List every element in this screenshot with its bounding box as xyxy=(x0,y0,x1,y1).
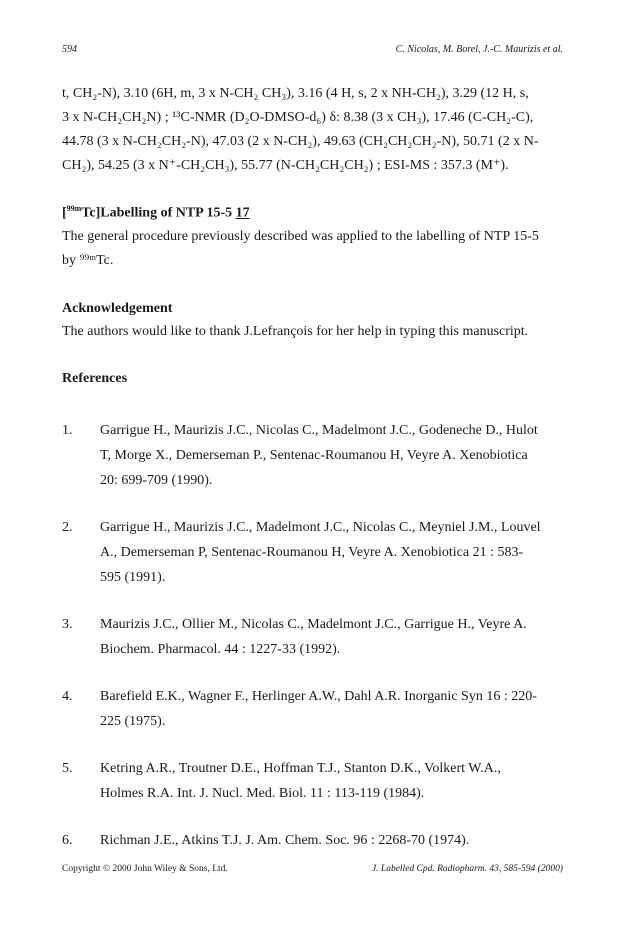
reference-number: 5. xyxy=(62,761,73,776)
reference-line: Richman J.E., Atkins T.J. J. Am. Chem. Soc. 96 : 2268-70 (1974). xyxy=(100,833,470,848)
nmr-data-paragraph xyxy=(62,82,562,178)
reference-item xyxy=(62,418,572,493)
acknowledgement-section xyxy=(62,298,562,344)
reference-line: Garrigue H., Maurizis J.C., Madelmont J.C., Nicolas C., Meyniel J.M., Louvel xyxy=(100,520,541,535)
labelling-section xyxy=(62,198,562,273)
journal-citation: J. Labelled Cpd. Radiopharm. 43, 585-594 (2000) xyxy=(371,864,563,874)
reference-number: 1. xyxy=(62,423,73,438)
reference-item xyxy=(62,515,572,590)
text-line: The general procedure previously described was applied to the labelling of NTP 15-5 xyxy=(62,228,539,244)
heading-labelling-text: Tc]Labelling of NTP 15-5 xyxy=(81,205,233,221)
reference-number: 6. xyxy=(62,833,73,848)
reference-text xyxy=(100,684,572,734)
reference-line: Barefield E.K., Wagner F., Herlinger A.W., Dahl A.R. Inorganic Syn 16 : 220- xyxy=(100,689,537,704)
running-head-authors: C. Nicolas, M. Borel, J.-C. Maurizis et al. xyxy=(395,44,563,55)
heading-compound-ref: 17 xyxy=(235,205,250,221)
reference-line: Holmes R.A. Int. J. Nucl. Med. Biol. 11 : 113-119 (1984). xyxy=(100,786,425,801)
references-heading-block xyxy=(62,368,562,390)
page-footer xyxy=(62,864,563,874)
text-line: t, CH₂-N), 3.10 (6H, m, 3 x N-CH₂ CH₃), 3.16 (4 H, s, 2 x NH-CH₂), 3.29 (12 H, s, xyxy=(62,86,529,101)
reference-number: 2. xyxy=(62,520,73,535)
running-head xyxy=(62,44,563,55)
reference-item xyxy=(62,612,572,662)
reference-text xyxy=(100,515,572,590)
reference-text xyxy=(100,418,572,493)
text-line: 44.78 (3 x N-CH₂CH₂-N), 47.03 (2 x N-CH₂), 49.63 (CH₂CH₂CH₂-N), 50.71 (2 x N- xyxy=(62,134,539,149)
acknowledgement-text: The authors would like to thank J.Lefrançois for her help in typing this manuscript. xyxy=(62,324,529,339)
reference-line: 225 (1975). xyxy=(100,714,166,729)
section-heading-acknowledgement: Acknowledgement xyxy=(62,301,173,316)
reference-line: Ketring A.R., Troutner D.E., Hoffman T.J., Stanton D.K., Volkert W.A., xyxy=(100,761,501,776)
reference-item xyxy=(62,684,572,734)
reference-line: T, Morge X., Demerseman P., Sentenac-Roumanou H, Veyre A. Xenobiotica xyxy=(100,448,528,463)
reference-item xyxy=(62,756,572,806)
page-number: 594 xyxy=(62,44,77,55)
reference-item xyxy=(62,828,572,853)
text-line: by ⁹⁹ᵐTc. xyxy=(62,252,114,268)
reference-text xyxy=(100,828,572,853)
reference-line: Garrigue H., Maurizis J.C., Nicolas C., Madelmont J.C., Godeneche D., Hulot xyxy=(100,423,538,438)
reference-line: 20: 699-709 (1990). xyxy=(100,473,213,488)
text-line: CH₂), 54.25 (3 x N⁺-CH₂CH₃), 55.77 (N-CH₂CH₂CH₂) ; ESI-MS : 357.3 (M⁺). xyxy=(62,158,509,173)
section-heading-references: References xyxy=(62,371,128,386)
reference-text xyxy=(100,612,572,662)
reference-line: A., Demerseman P, Sentenac-Roumanou H, Veyre A. Xenobiotica 21 : 583- xyxy=(100,545,524,560)
reference-number: 4. xyxy=(62,689,73,704)
reference-number: 3. xyxy=(62,617,73,632)
reference-line: Biochem. Pharmacol. 44 : 1227-33 (1992). xyxy=(100,642,341,657)
copyright-notice: Copyright © 2000 John Wiley & Sons, Ltd. xyxy=(62,864,228,874)
section-heading-labelling: [$^{99m}$Tc]Labelling of NTP 15-5 17 xyxy=(62,204,250,221)
reference-line: Maurizis J.C., Ollier M., Nicolas C., Madelmont J.C., Garrigue H., Veyre A. xyxy=(100,617,527,632)
text-line: 3 x N-CH₂CH₂N) ; ¹³C-NMR (D₂O-DMSO-d₆) δ: 8.38 (3 x CH₃), 17.46 (C-CH₂-C), xyxy=(62,110,534,125)
reference-text xyxy=(100,756,572,806)
heading-isotope-superscript: 99m xyxy=(66,204,82,213)
reference-line: 595 (1991). xyxy=(100,570,166,585)
